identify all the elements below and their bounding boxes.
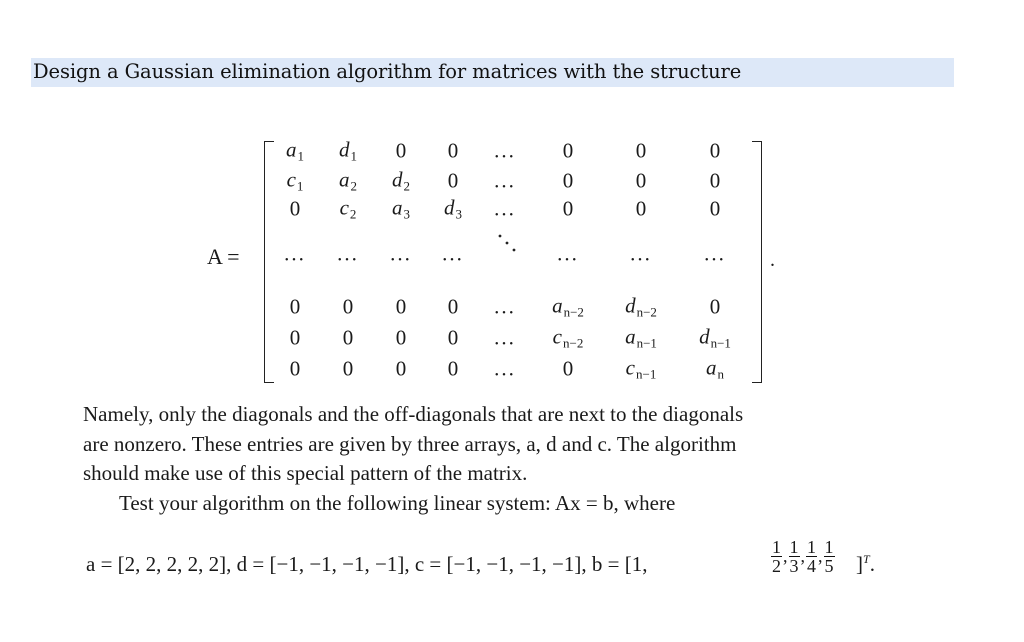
closing-bracket: ] [856, 552, 863, 576]
matrix-cell-r6-c2: 0 [342, 325, 354, 350]
matrix-cell-r6-c3: 0 [395, 325, 407, 350]
matrix-cell-r4-c8: ... [704, 241, 726, 266]
fraction-1: $\frac{1}{2}$ [772, 537, 781, 576]
matrix-cell-r3-c8: 0 [709, 196, 721, 221]
formula-tail [856, 552, 875, 577]
matrix-cell-r1-c5: ... [494, 138, 516, 163]
matrix-cell-r5-c3: 0 [395, 294, 407, 319]
diagonal-dots [497, 232, 517, 254]
matrix-cell-r1-c3: 0 [395, 138, 407, 163]
matrix-cell-r7-c1: 0 [289, 356, 301, 381]
fraction-4: $\frac{1}{5}$ [824, 537, 834, 576]
matrix-cell-r6-c5: ... [494, 325, 516, 350]
matrix-cell-r2-c4: 0 [447, 168, 459, 193]
description-line-1: Namely, only the diagonals and the off-diagonals that are next to the diagonals [83, 402, 744, 426]
matrix-cell-r5-c6: $a_{n-2}$ [552, 293, 584, 320]
matrix-cell-r4-c6: ... [557, 241, 579, 266]
problem-title: Design a Gaussian elimination algorithm for matrices with the structure [33, 60, 742, 83]
fraction-2: $\frac{1}{3}$ [789, 537, 799, 576]
matrix-cell-r6-c6: $c_{n-2}$ [552, 324, 584, 351]
matrix-cell-r6-c8: $d_{n-1}$ [699, 324, 731, 351]
matrix-cell-r7-c5: ... [494, 356, 516, 381]
matrix-cell-r1-c4: 0 [447, 138, 459, 163]
matrix-cell-r2-c1: $c_1$ [286, 167, 304, 194]
matrix-cell-r3-c2: $c_2$ [339, 195, 357, 222]
description-line-4: Test your algorithm on the following linear system: Ax = b, where [119, 490, 676, 515]
matrix-cell-r1-c7: 0 [635, 138, 647, 163]
matrix-cell-r7-c8: $a_n$ [706, 355, 724, 382]
matrix-cell-r4-c1: ... [284, 241, 306, 266]
formula-end: . [869, 552, 875, 576]
description-line-2: are nonzero. These entries are given by three arrays, a, d and c. The algorithm [83, 431, 737, 456]
matrix-cell-r6-c4: 0 [447, 325, 459, 350]
matrix-cell-r6-c1: 0 [289, 325, 301, 350]
matrix-cell-r2-c8: 0 [709, 168, 721, 193]
description-line-3: should make use of this special pattern of the matrix. [83, 461, 528, 485]
matrix-cell-r1-c8: 0 [709, 138, 721, 163]
matrix-cell-r1-c2: $d_1$ [339, 137, 357, 164]
matrix-cell-r2-c2: $a_2$ [339, 167, 357, 194]
matrix-cell-r3-c5: ... [494, 196, 516, 221]
matrix-cell-r5-c1: 0 [289, 294, 301, 319]
matrix-cell-r7-c2: 0 [342, 356, 354, 381]
matrix-cell-r5-c8: 0 [709, 294, 721, 319]
matrix-cell-r7-c6: 0 [562, 356, 574, 381]
matrix-cell-r5-c4: 0 [447, 294, 459, 319]
matrix-cell-r4-c4: ... [442, 241, 464, 266]
matrix-cell-r6-c7: $a_{n-1}$ [625, 324, 657, 351]
matrix-cell-r2-c6: 0 [562, 168, 574, 193]
matrix-cell-r4-c2: ... [337, 241, 359, 266]
matrix-cell-r7-c7: $c_{n-1}$ [625, 355, 657, 382]
matrix-cell-r2-c5: ... [494, 168, 516, 193]
matrix-cell-r3-c6: 0 [562, 196, 574, 221]
description-paragraph [83, 400, 923, 518]
transpose-mark: T [863, 552, 870, 566]
fraction-3: $\frac{1}{4}$ [807, 537, 816, 576]
matrix-cell-r3-c1: 0 [289, 196, 301, 221]
matrix-cell-r7-c4: 0 [447, 356, 459, 381]
matrix-cell-r7-c3: 0 [395, 356, 407, 381]
matrix-cell-r5-c5: ... [494, 294, 516, 319]
matrix-cell-r4-c7: ... [630, 241, 652, 266]
matrix-cell-r4-c3: ... [390, 241, 412, 266]
matrix-cell-r2-c3: $d_2$ [392, 167, 410, 194]
matrix-cell-r1-c6: 0 [562, 138, 574, 163]
matrix-cell-r3-c7: 0 [635, 196, 647, 221]
matrix-cell-r2-c7: 0 [635, 168, 647, 193]
matrix-cell-r1-c1: $a_1$ [286, 137, 304, 164]
matrix-cell-r5-c2: 0 [342, 294, 354, 319]
b-fractions: $\frac{1}{2}$ , $\frac{1}{3}$ , $\frac{1}{4}$ , $\frac{1}{5}$ [772, 537, 834, 576]
matrix-cell-r3-c3: $a_3$ [392, 195, 410, 222]
matrix-period: . [770, 249, 775, 271]
arrays-formula: a = [2, 2, 2, 2, 2], d = [−1, −1, −1, −1], c = [−1, −1, −1, −1], b = [1, [86, 552, 648, 576]
matrix-right-bracket [752, 141, 762, 383]
matrix-left-bracket [264, 141, 274, 383]
matrix-cell-r5-c7: $d_{n-2}$ [625, 293, 657, 320]
matrix-cell-r3-c4: $d_3$ [444, 195, 462, 222]
matrix-lhs: A = [207, 244, 240, 269]
